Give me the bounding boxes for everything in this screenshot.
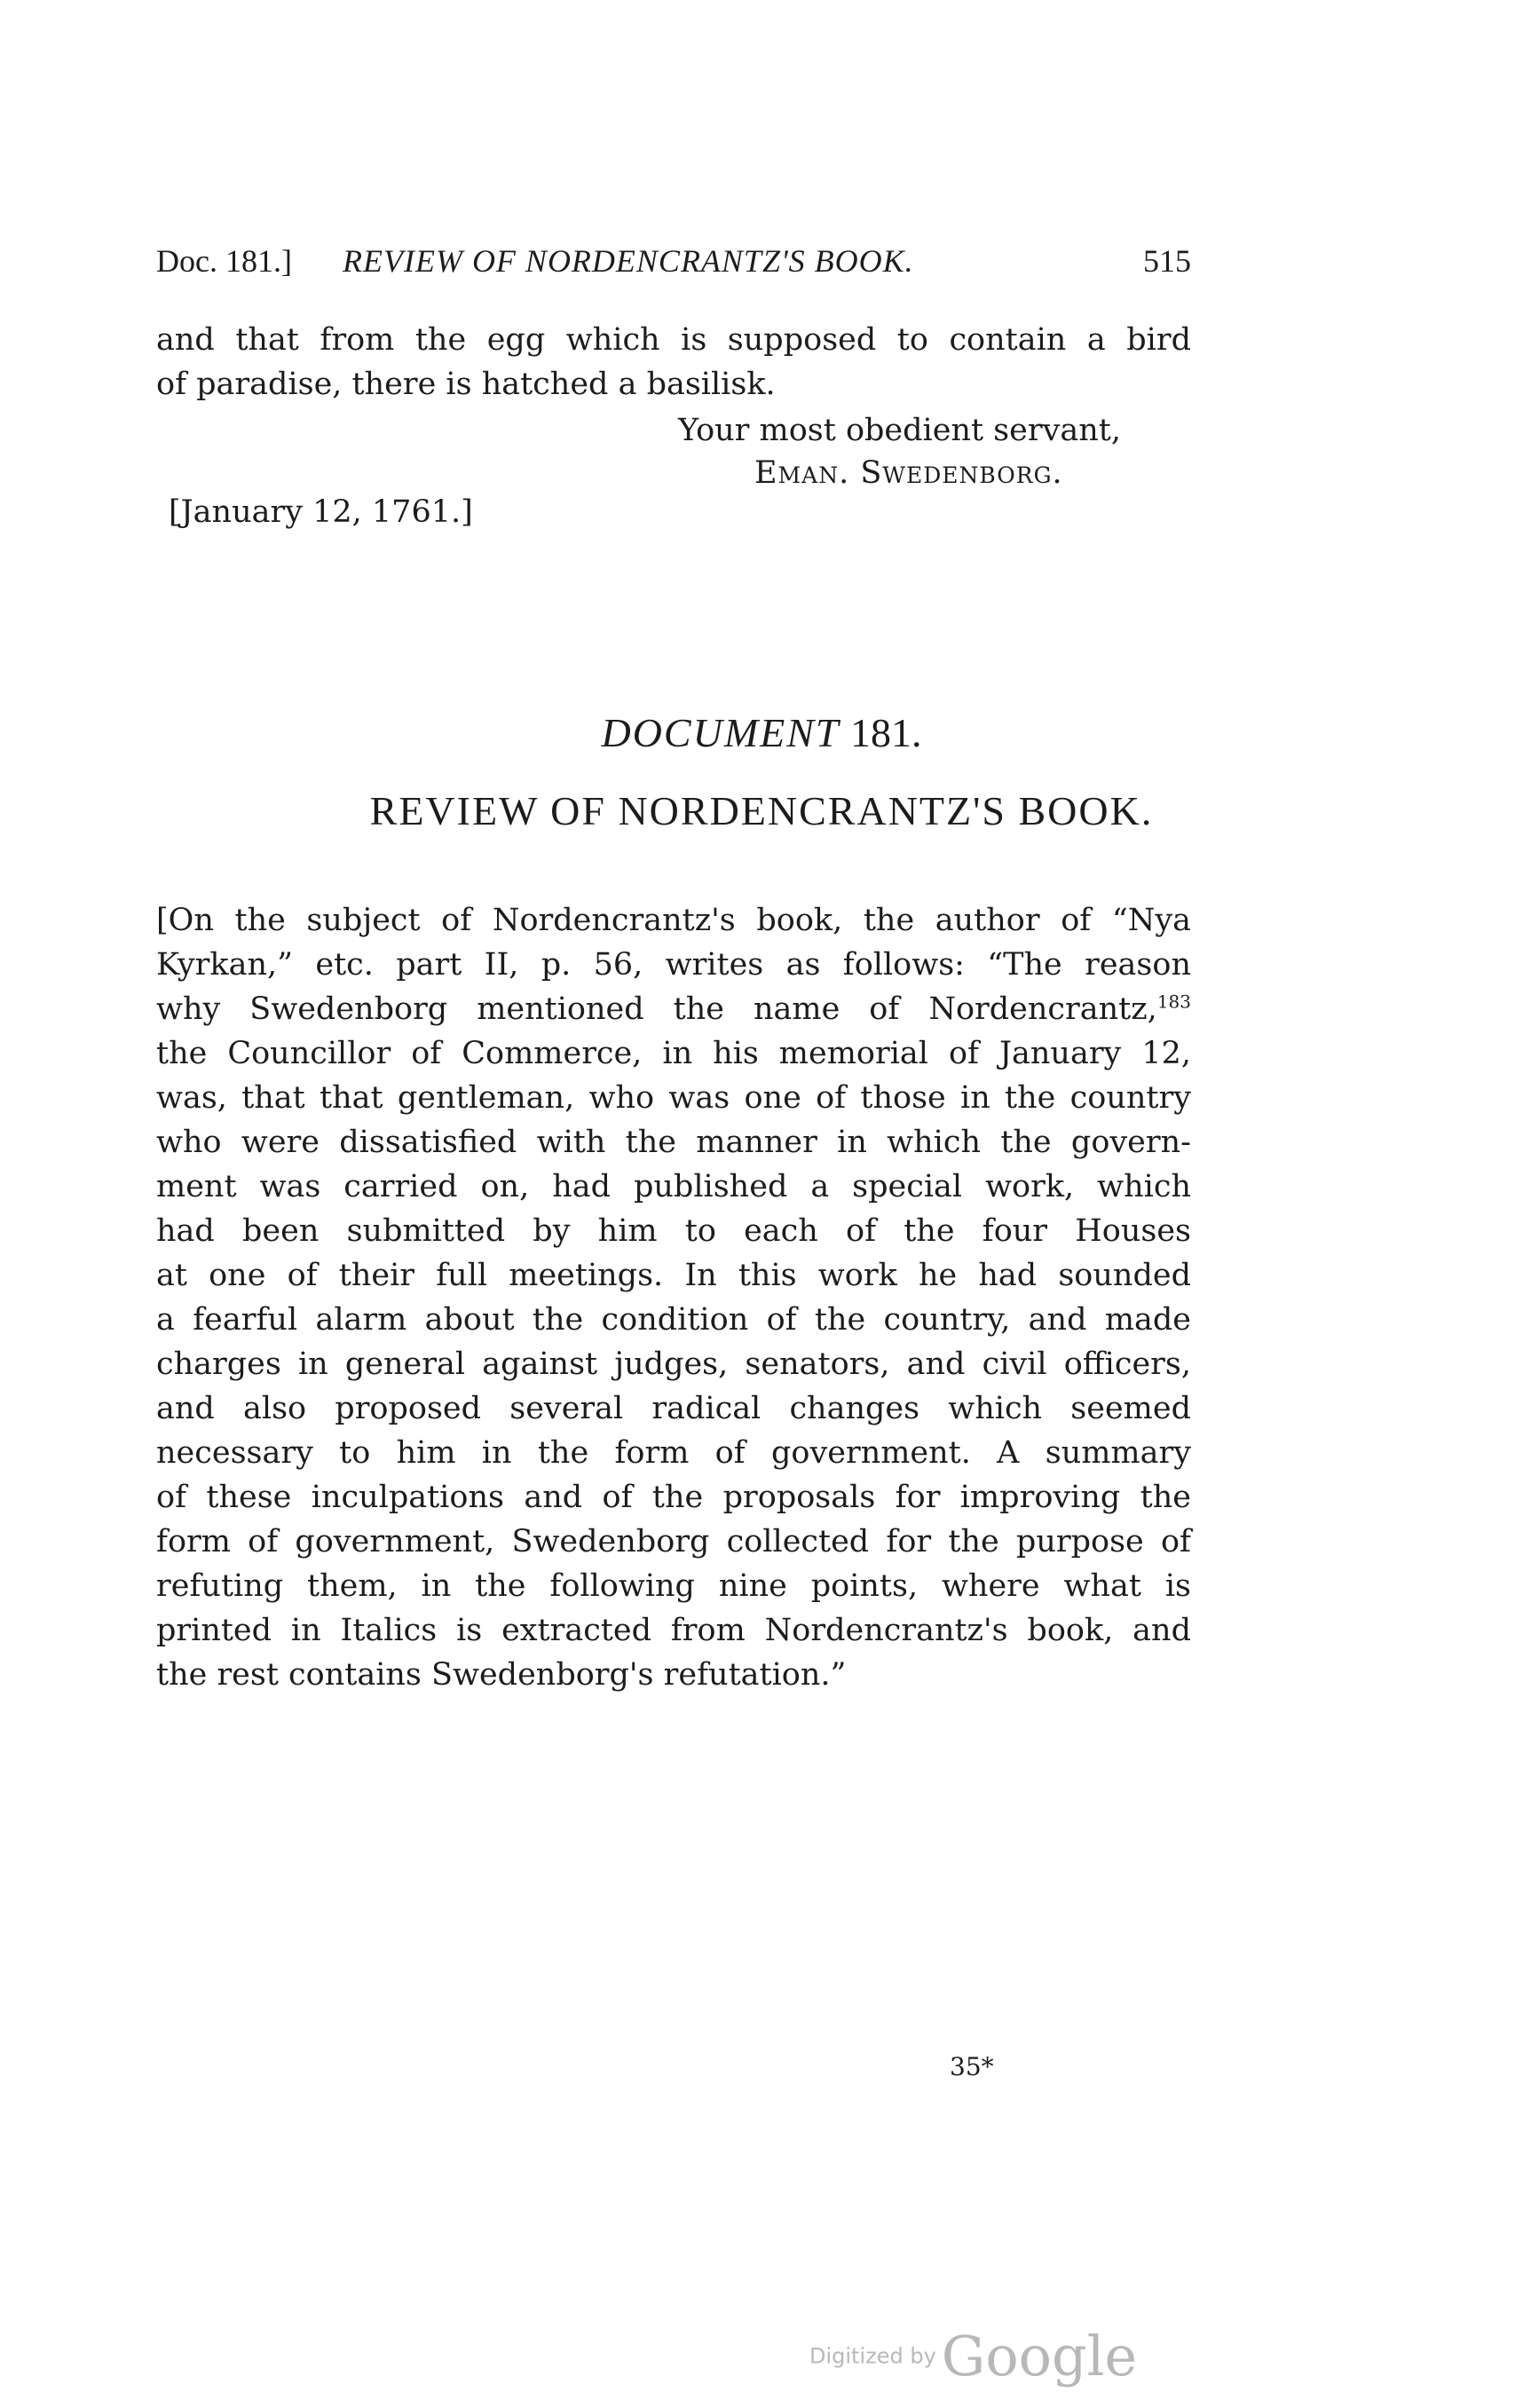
document-heading-number: 181. [850,710,922,755]
body-line: of these inculpations and of the proposals for improving the [156,1480,1191,1515]
body-line: was, that that gentleman, who was one of those in the country [156,1080,1191,1116]
body-line: refuting them, in the following nine points, where what is [156,1568,1191,1604]
body-line: ment was carried on, had published a special work, which [156,1169,1191,1204]
body-line: who were dissatisfied with the manner in which the govern- [156,1125,1191,1160]
letter-closing: Your most obedient servant, [678,413,1121,448]
body-line: at one of their full meetings. In this work he had sounded [156,1258,1191,1293]
body-line: necessary to him in the form of government. A summary [156,1435,1191,1471]
header-title: REVIEW OF NORDENCRANTZ'S BOOK. [343,243,914,279]
page-number: 515 [1143,243,1191,279]
body-line: and also proposed several radical changes which seemed [156,1391,1191,1426]
body-line: Kyrkan,” etc. part II, p. 56, writes as follows: “The reason [156,947,1191,983]
body-line [156,987,1191,1031]
letter-line: and that from the egg which is supposed to contain a bird [156,322,1191,358]
body-line: [On the subject of Nordencrantz's book, the author of “Nya [156,903,1191,938]
body-line: charges in general against judges, senators, and civil officers, [156,1346,1191,1382]
letter-date: [January 12, 1761.] [169,494,473,530]
body-line: had been submitted by him to each of the four Houses [156,1213,1191,1249]
document-subtitle: REVIEW OF NORDENCRANTZ'S BOOK. [369,788,1154,833]
signature-mark: 35* [950,2052,994,2081]
letter-line: of paradise, there is hatched a basilisk. [156,367,776,402]
document-heading [0,707,1523,760]
body-line-text: why Swedenborg mentioned the name of Nordencrantz, [156,991,1157,1027]
body-line: a fearful alarm about the condition of the country, and made [156,1302,1191,1338]
header-doc-ref: Doc. 181.] [156,243,292,279]
body-line: the Councillor of Commerce, in his memorial of January 12, [156,1036,1191,1071]
google-logo: Google [941,2324,1138,2388]
letter-signature: Eman. Swedenborg. [754,455,1063,491]
body-line: the rest contains Swedenborg's refutation.” [156,1657,847,1693]
body-line: printed in Italics is extracted from Nordencrantz's book, and [156,1613,1191,1648]
watermark-prefix: Digitized by [809,2343,936,2369]
footnote-reference[interactable]: 183 [1156,991,1191,1013]
body-line: form of government, Swedenborg collected for the purpose of [156,1524,1191,1559]
document-heading-label: DOCUMENT [601,710,840,755]
digitized-watermark [809,2324,1137,2388]
